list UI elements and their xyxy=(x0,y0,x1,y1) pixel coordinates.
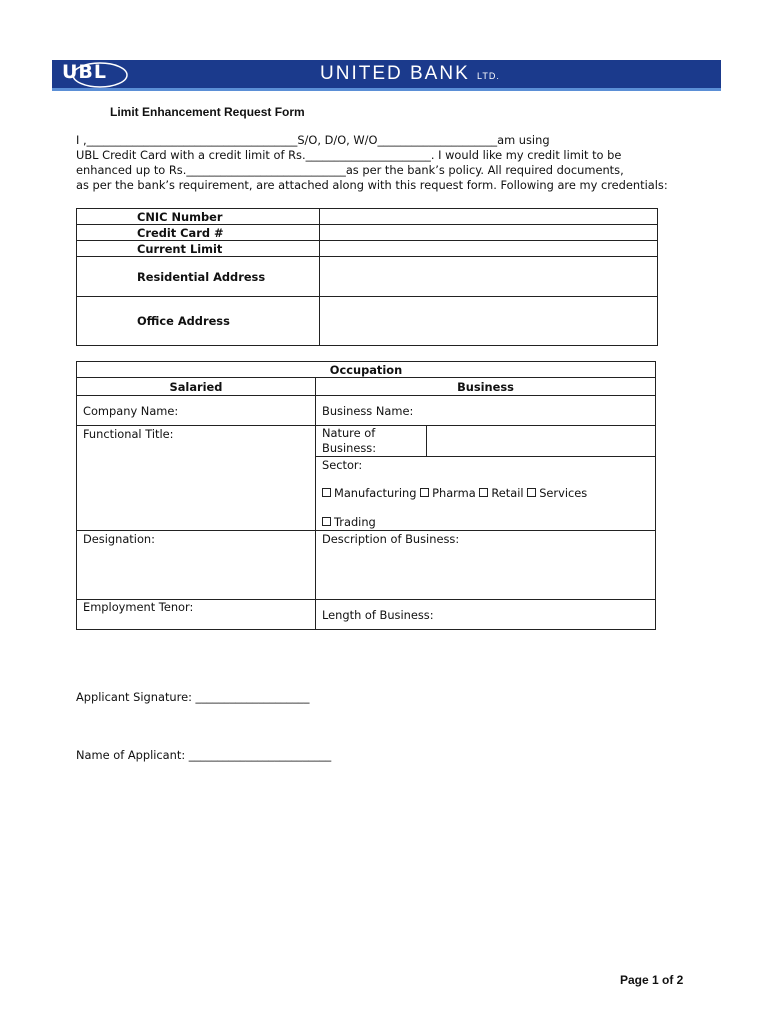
business-name-label[interactable]: Business Name: xyxy=(316,396,656,426)
occupation-heading: Occupation xyxy=(77,362,656,378)
nature-of-business-field[interactable] xyxy=(427,426,656,457)
credentials-table xyxy=(76,208,658,346)
office-address-label: Office Address xyxy=(77,297,320,346)
current-limit-field[interactable] xyxy=(320,241,658,257)
residential-address-label: Residential Address xyxy=(77,257,320,297)
table-row xyxy=(77,209,658,225)
logo-text: UBL xyxy=(62,61,108,83)
form-title: Limit Enhancement Request Form xyxy=(110,105,305,119)
table-row xyxy=(77,362,656,378)
cnic-label: CNIC Number xyxy=(77,209,320,225)
length-of-business-label[interactable]: Length of Business: xyxy=(316,600,656,630)
checkbox-icon xyxy=(322,517,331,526)
credit-card-label: Credit Card # xyxy=(77,225,320,241)
page-number: Page 1 of 2 xyxy=(620,973,684,987)
designation-label[interactable]: Designation: xyxy=(77,531,316,600)
checkbox-icon xyxy=(420,488,429,497)
description-of-business-label[interactable]: Description of Business: xyxy=(316,531,656,600)
table-row xyxy=(77,378,656,396)
salaried-heading: Salaried xyxy=(77,378,316,396)
header-banner xyxy=(52,60,721,91)
sector-options-row xyxy=(322,515,649,529)
paragraph-line: as per the bank’s requirement, are attached along with this request form. Following are my credentials: xyxy=(76,178,668,192)
office-address-field[interactable] xyxy=(320,297,658,346)
paragraph-line: UBL Credit Card with a credit limit of Rs.______________________. I would like my credit limit to be xyxy=(76,148,622,162)
checkbox-icon xyxy=(527,488,536,497)
table-row xyxy=(77,241,658,257)
residential-address-field[interactable] xyxy=(320,257,658,297)
sector-label: Sector: xyxy=(322,458,363,472)
bank-suffix: LTD. xyxy=(477,71,500,81)
occupation-table xyxy=(76,361,656,630)
sector-options-row xyxy=(322,486,649,500)
checkbox-services[interactable]: Services xyxy=(527,486,587,500)
checkbox-manufacturing[interactable]: Manufacturing xyxy=(322,486,416,500)
table-row xyxy=(77,225,658,241)
checkbox-retail[interactable]: Retail xyxy=(479,486,523,500)
table-row xyxy=(77,396,656,426)
cnic-field[interactable] xyxy=(320,209,658,225)
nature-of-business-label: Nature of Business: xyxy=(316,426,427,457)
table-row xyxy=(77,531,656,600)
paragraph-line: I ,_____________________________________S/O, D/O, W/O_____________________am using xyxy=(76,133,550,147)
checkbox-trading[interactable]: Trading xyxy=(322,515,376,529)
current-limit-label: Current Limit xyxy=(77,241,320,257)
applicant-signature-line[interactable]: Applicant Signature: ____________________ xyxy=(76,690,310,704)
business-heading: Business xyxy=(316,378,656,396)
name-of-applicant-line[interactable]: Name of Applicant: _________________________ xyxy=(76,748,332,762)
checkbox-icon xyxy=(479,488,488,497)
sector-cell xyxy=(316,457,656,531)
checkbox-icon xyxy=(322,488,331,497)
paragraph-line: enhanced up to Rs.____________________________as per the bank’s policy. All required documents, xyxy=(76,163,624,177)
employment-tenor-label[interactable]: Employment Tenor: xyxy=(77,600,316,630)
checkbox-pharma[interactable]: Pharma xyxy=(420,486,476,500)
functional-title-label[interactable]: Functional Title: xyxy=(77,426,316,531)
table-row xyxy=(77,426,656,457)
bank-name: UNITED BANK LTD. xyxy=(320,63,500,84)
company-name-label[interactable]: Company Name: xyxy=(77,396,316,426)
table-row xyxy=(77,600,656,630)
credit-card-field[interactable] xyxy=(320,225,658,241)
request-paragraph xyxy=(76,133,689,193)
table-row xyxy=(77,297,658,346)
table-row xyxy=(77,257,658,297)
